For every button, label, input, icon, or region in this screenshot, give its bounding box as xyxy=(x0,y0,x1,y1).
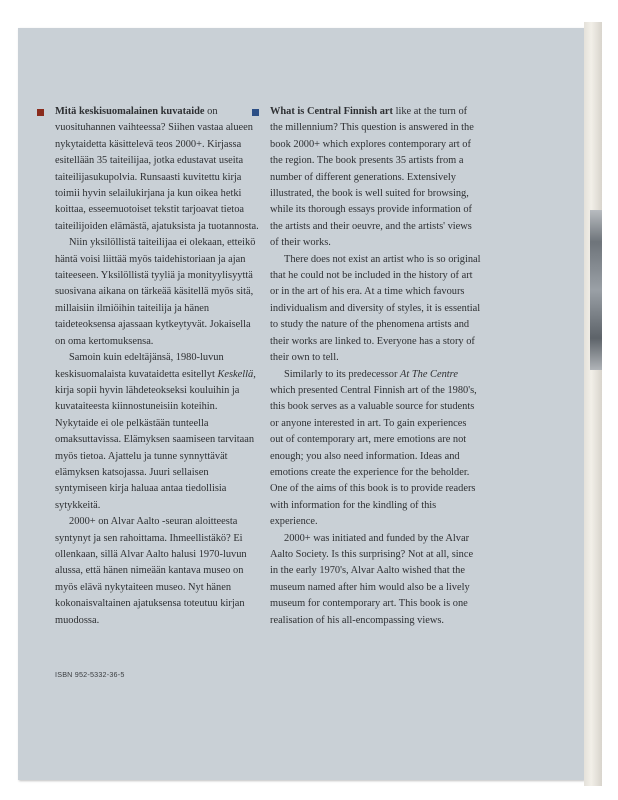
english-paragraph-1 xyxy=(270,104,482,252)
english-paragraph-3 xyxy=(270,367,482,531)
english-p3-text-b: which presented Central Finnish art of the 1980's, this book serves as a valuable source for students or anyone interested in art. To gain experiences out of contemporary art, mere emotions are not enough; you also need information. Ideas and emotions create the experience for the beholder. One of the aims of this book is to provide readers with information for the kindling of this experience. xyxy=(270,384,477,528)
finnish-column xyxy=(55,104,261,629)
square-bullet-icon xyxy=(37,109,44,116)
english-lead-heading: What is Central Finnish art xyxy=(270,106,393,117)
english-lead-text: like at the turn of the millennium? This question is answered in the book 2000+ which explores contemporary art of the region. The book presents 35 artists from a number of different generations. Extensively illustrated, the book is well suited for browsing, while its thorough essays provide information of the artists and their oeuvre, and the artists' views of their works. xyxy=(270,106,474,249)
finnish-p3-text-a: Samoin kuin edeltäjänsä, 1980-luvun keskisuomalaista kuvataidetta esitellyt xyxy=(55,352,224,380)
english-column xyxy=(270,104,482,629)
finnish-paragraph-2: Niin yksilöllistä taiteilijaa ei olekaan, etteikö häntä voisi liittää myös taidehistoriaan ja ajan taiteeseen. Yksilöllistä tyyliä ja monityylisyyttä suosivana aikana on tärkeää käsitellä myös sitä, millaisiin ilmiöihin taiteilija ja hänen taideteoksensa ajassaan kytkeytyvät. Jokaisella on oma kertomuksensa. xyxy=(55,237,256,347)
finnish-lead-heading: Mitä keskisuomalainen kuvataide xyxy=(55,106,205,117)
english-p3-text-a: Similarly to its predecessor xyxy=(284,368,401,380)
english-paragraph-4: 2000+ was initiated and funded by the Alvar Aalto Society. Is this surprising? Not at all, since in the early 1970's, Alvar Aalto wished that the museum named after him would also be a lively museum for contemporary art. This book is one realisation of his all-encompassing views. xyxy=(270,532,474,626)
finnish-p3-text-b: , kirja sopii hyvin lähdeteokseksi kouluihin ja kuvataiteesta kiinnostuneisiin koteihin. Nykytaide ei ole pelkästään tunteella omaksuttavissa. Elämyksen saamiseen tarvitaan myös tietoa. Ajattelu ja tunne synnyttävät elämyksen katsojassa. Juuri sellaisen syntymiseen kirja haluaa antaa tiedollisia sytykkeitä. xyxy=(55,368,256,511)
book-spine xyxy=(584,22,602,786)
english-paragraph-2: There does not exist an artist who is so original that he could not be included in the history of art or in the art of his era. At a time which favours individualism and diversity of styles, it is essential to study the nature of the phenomena artists and their works are linked to. Everyone has a story of their own to tell. xyxy=(270,253,481,364)
finnish-p3-title: Keskellä xyxy=(217,368,254,380)
square-bullet-icon xyxy=(252,109,259,116)
finnish-paragraph-3 xyxy=(55,350,261,514)
spine-title-mark xyxy=(590,210,602,370)
english-p3-title: At The Centre xyxy=(400,368,458,380)
finnish-paragraph-4: 2000+ on Alvar Aalto -seuran aloitteesta syntynyt ja sen rahoittama. Ihmeellistäkö? Ei ollenkaan, sillä Alvar Aalto halusi 1970-luvun alussa, että hänen nimeään kantava museo on myös elävä nykytaiteen museo. Nyt hänen kokonaisvaltainen ajatuksensa toteutuu kirjan muodossa. xyxy=(55,516,247,626)
finnish-lead-text: on vuosituhannen vaihteessa? Siihen vastaa alueen nykytaidetta käsittelevä teos 2000+. Kirjassa esitellään 35 taiteilijaa, jotka edustavat useita taiteilijasukupolvia. Runsaasti kuvitettu kirja toimii hyvin selailukirjana ja kun oikea hetki koittaa, esseemuotoiset tekstit tarjoavat tietoa taiteilijoiden elämästä, ajatuksista ja tuotannosta. xyxy=(55,106,259,232)
isbn-number: ISBN 952-5332-36-5 xyxy=(55,670,125,679)
finnish-paragraph-1 xyxy=(55,104,261,235)
